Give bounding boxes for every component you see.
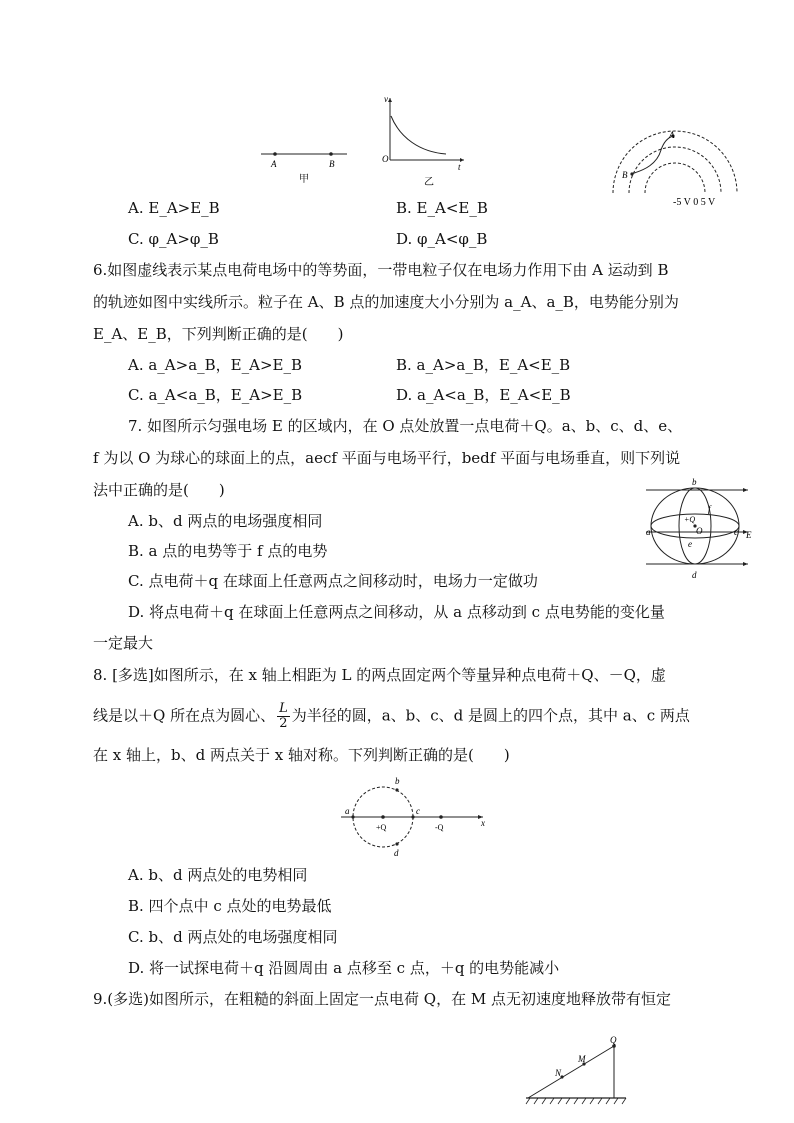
label-n: N: [555, 1068, 562, 1078]
label-m: M: [578, 1054, 586, 1064]
fraction-numerator: L: [279, 701, 288, 716]
q8-option-a: A. b、d 两点处的电势相同: [128, 866, 308, 884]
q6-option-b: B. a_A>a_B，E_A<E_B: [396, 356, 571, 374]
label-a: a: [345, 806, 350, 816]
q7-option-d-line2: 一定最大: [93, 634, 154, 652]
label-x: x: [481, 818, 485, 828]
q6-option-c: C. a_A<a_B，E_A>E_B: [128, 386, 303, 404]
label-o: O: [696, 526, 703, 536]
label-b: b: [692, 477, 697, 487]
label-v: v: [384, 94, 388, 104]
q7-stem-line1: 7. 如图所示匀强电场 E 的区域内，在 O 点处放置一点电荷＋Q。a、b、c、d、e、: [128, 417, 683, 435]
label-b: B: [329, 159, 335, 169]
q6-stem-line1: 6.如图虚线表示某点电荷电场中的等势面，一带电粒子仅在电场力作用下由 A 运动到 B: [93, 261, 669, 279]
figure-q7-sphere: [642, 476, 760, 582]
q8-stem-line2: [93, 702, 690, 731]
q6-stem-line3: E_A、E_B，下列判断正确的是( ): [93, 325, 344, 343]
label-d: d: [692, 570, 697, 580]
label-plus-q: +Q: [376, 823, 387, 832]
figure-jia: [255, 140, 355, 185]
label-plus-q: +Q: [684, 515, 696, 524]
label-yi: 乙: [424, 177, 434, 187]
label-b: b: [395, 776, 400, 786]
label-minus-q: -Q: [435, 823, 444, 832]
q5-option-b: B. E_A<E_B: [396, 199, 488, 217]
fraction-l-over-2: [277, 702, 290, 731]
label-a: a: [646, 527, 651, 537]
label-e-field: E: [746, 530, 752, 540]
q8-stem-line2-end: 为半径的圆，a、b、c、d 是圆上的四个点，其中 a、c 两点: [291, 706, 690, 725]
figure-q8-charges: [335, 772, 495, 860]
label-d: d: [394, 848, 399, 858]
q5-option-d: D. φ_A<φ_B: [396, 230, 488, 248]
q6-option-d: D. a_A<a_B，E_A<E_B: [396, 386, 571, 404]
label-o: O: [382, 154, 389, 164]
q7-stem-line2: f 为以 O 为球心的球面上的点，aecf 平面与电场平行，bedf 平面与电场垂直，则下列说: [93, 449, 681, 467]
q7-option-d-line1: D. 将点电荷＋q 在球面上任意两点之间移动，从 a 点移动到 c 点电势能的变化量: [128, 603, 665, 621]
q7-option-c: C. 点电荷＋q 在球面上任意两点之间移动时，电场力一定做功: [128, 572, 538, 590]
q6-option-a: A. a_A>a_B，E_A>E_B: [128, 356, 303, 374]
q8-stem-line3: 在 x 轴上，b、d 两点关于 x 轴对称。下列判断正确的是( ): [93, 746, 510, 764]
label-jia: 甲: [299, 174, 309, 185]
label-c: c: [416, 806, 420, 816]
q7-option-b: B. a 点的电势等于 f 点的电势: [128, 542, 328, 560]
label-potentials: -5 V 0 5 V: [673, 197, 716, 208]
q6-stem-line2: 的轨迹如图中实线所示。粒子在 A、B 点的加速度大小分别为 a_A、a_B，电势能分别为: [93, 293, 679, 311]
fraction-denominator: 2: [279, 716, 288, 731]
q7-option-a: A. b、d 两点的电场强度相同: [128, 512, 323, 530]
q7-stem-line3: 法中正确的是( ): [93, 481, 225, 499]
q5-option-c: C. φ_A>φ_B: [128, 230, 219, 248]
q8-option-c: C. b、d 两点处的电场强度相同: [128, 928, 338, 946]
figure-yi-vt-graph: [380, 92, 470, 187]
figure-q9-incline: [522, 1036, 632, 1108]
q8-stem-line1: 8. [多选]如图所示，在 x 轴上相距为 L 的两点固定两个等量异种点电荷＋Q、－Q，虚: [93, 666, 666, 684]
label-a: A: [669, 130, 675, 140]
label-b: B: [622, 170, 628, 180]
q8-option-d: D. 将一试探电荷＋q 沿圆周由 a 点移至 c 点，＋q 的电势能减小: [128, 959, 560, 977]
q8-stem-line2-start: 线是以＋Q 所在点为圆心、: [93, 706, 276, 725]
label-c: c: [734, 527, 738, 537]
label-q: Q: [610, 1036, 617, 1045]
label-a: A: [271, 159, 277, 169]
label-t: t: [458, 162, 461, 172]
label-f: f: [708, 504, 711, 514]
q8-option-b: B. 四个点中 c 点处的电势最低: [128, 897, 332, 915]
q5-option-a: A. E_A>E_B: [128, 199, 220, 217]
q9-stem-line1: 9.(多选)如图所示，在粗糙的斜面上固定一点电荷 Q，在 M 点无初速度地释放带有恒定: [93, 990, 671, 1008]
figure-equipotential: [605, 128, 745, 208]
label-e: e: [688, 539, 692, 549]
